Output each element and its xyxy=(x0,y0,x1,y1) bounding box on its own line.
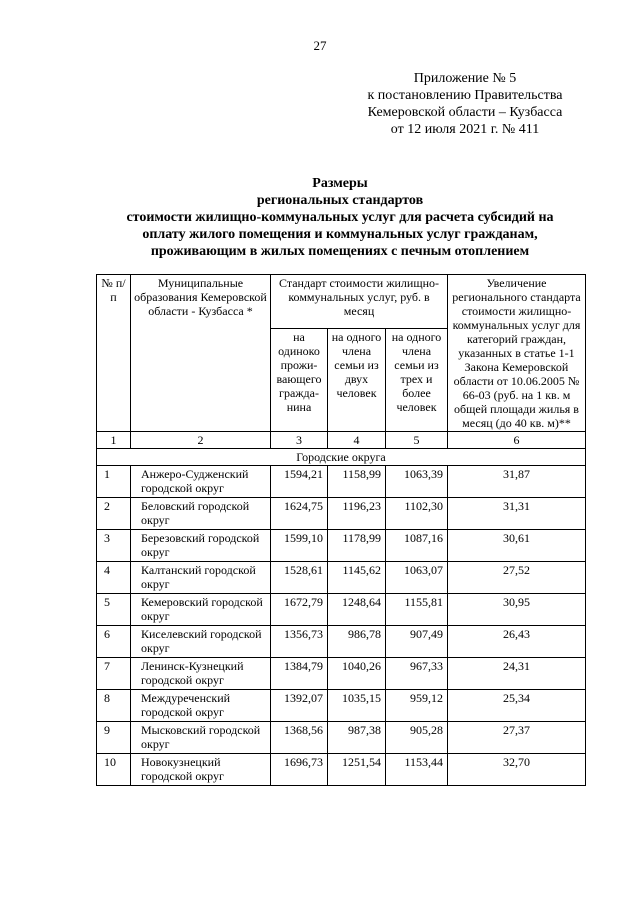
column-number: 5 xyxy=(386,432,448,449)
header-num: № п/п xyxy=(97,275,131,432)
value-increase: 31,87 xyxy=(448,466,586,498)
title-line-4: оплату жилого помещения и коммунальных услуг гражданам, xyxy=(142,227,538,242)
value-increase: 30,61 xyxy=(448,530,586,562)
table-row xyxy=(97,722,586,754)
table-row xyxy=(97,498,586,530)
group-label: Городские округа xyxy=(97,449,586,466)
column-number: 6 xyxy=(448,432,586,449)
value-single: 1599,10 xyxy=(271,530,328,562)
appendix-line-3: Кемеровской области – Кузбасса xyxy=(367,105,563,120)
value-family-three: 1087,16 xyxy=(386,530,448,562)
column-number: 4 xyxy=(328,432,386,449)
title-line-1: Размеры xyxy=(312,176,368,191)
value-family-two: 1248,64 xyxy=(328,594,386,626)
standards-table xyxy=(96,274,586,786)
value-family-two: 1178,99 xyxy=(328,530,386,562)
value-increase: 30,95 xyxy=(448,594,586,626)
municipality-name: Новокузнецкий городской округ xyxy=(131,754,271,786)
header-standard-cost: Стандарт стоимости жилищно-коммунальных услуг, руб. в месяц xyxy=(271,275,448,329)
table-row xyxy=(97,754,586,786)
title-line-2: региональных стандартов xyxy=(256,193,424,208)
value-single: 1368,56 xyxy=(271,722,328,754)
header-family-of-three: на одного члена семьи из трех и более человек xyxy=(386,328,448,431)
value-family-two: 986,78 xyxy=(328,626,386,658)
value-increase: 27,52 xyxy=(448,562,586,594)
value-single: 1672,79 xyxy=(271,594,328,626)
row-number: 3 xyxy=(97,530,131,562)
header-increase: Увеличение регионального стандарта стоимости жилищно-коммунальных услуг для категорий граждан, указанных в статье 1-1 Закона Кемеровской области от 10.06.2005 № 66-03 (руб. на 1 кв. м общей площади жилья в месяц (до 40 кв. м)** xyxy=(448,275,586,432)
table-row xyxy=(97,466,586,498)
value-single: 1696,73 xyxy=(271,754,328,786)
row-number: 7 xyxy=(97,658,131,690)
value-family-two: 1035,15 xyxy=(328,690,386,722)
municipality-name: Мысковский городской округ xyxy=(131,722,271,754)
municipality-name: Анжеро-Судженский городской округ xyxy=(131,466,271,498)
table-row xyxy=(97,530,586,562)
table-row xyxy=(97,562,586,594)
title-line-5: проживающим в жилых помещениях с печным отоплением xyxy=(150,244,530,259)
value-increase: 32,70 xyxy=(448,754,586,786)
column-number: 1 xyxy=(97,432,131,449)
value-family-three: 1155,81 xyxy=(386,594,448,626)
row-number: 2 xyxy=(97,498,131,530)
value-single: 1594,21 xyxy=(271,466,328,498)
table-row xyxy=(97,658,586,690)
value-family-two: 1040,26 xyxy=(328,658,386,690)
value-single: 1392,07 xyxy=(271,690,328,722)
municipality-name: Калтанский городской округ xyxy=(131,562,271,594)
value-family-three: 1063,39 xyxy=(386,466,448,498)
value-family-three: 959,12 xyxy=(386,690,448,722)
municipality-name: Беловский городской округ xyxy=(131,498,271,530)
value-family-three: 905,28 xyxy=(386,722,448,754)
row-number: 10 xyxy=(97,754,131,786)
document-title xyxy=(60,175,620,260)
value-family-two: 987,38 xyxy=(328,722,386,754)
column-number: 3 xyxy=(271,432,328,449)
municipality-name: Березовский городской округ xyxy=(131,530,271,562)
row-number: 1 xyxy=(97,466,131,498)
value-increase: 24,31 xyxy=(448,658,586,690)
row-number: 5 xyxy=(97,594,131,626)
row-number: 8 xyxy=(97,690,131,722)
table-row xyxy=(97,594,586,626)
column-number: 2 xyxy=(131,432,271,449)
value-single: 1384,79 xyxy=(271,658,328,690)
value-family-two: 1158,99 xyxy=(328,466,386,498)
municipality-name: Кемеровский городской округ xyxy=(131,594,271,626)
row-number: 4 xyxy=(97,562,131,594)
header-row xyxy=(97,275,586,329)
value-single: 1528,61 xyxy=(271,562,328,594)
municipality-name: Ленинск-Кузнецкий городской округ xyxy=(131,658,271,690)
value-family-two: 1196,23 xyxy=(328,498,386,530)
value-family-three: 967,33 xyxy=(386,658,448,690)
value-family-two: 1251,54 xyxy=(328,754,386,786)
table-row xyxy=(97,626,586,658)
page-number: 27 xyxy=(313,38,327,53)
header-family-of-two: на одного члена семьи из двух человек xyxy=(328,328,386,431)
value-family-three: 1153,44 xyxy=(386,754,448,786)
header-municipality: Муниципальные образования Кемеровской области - Кузбасса * xyxy=(131,275,271,432)
value-increase: 26,43 xyxy=(448,626,586,658)
municipality-name: Киселевский городской округ xyxy=(131,626,271,658)
group-row xyxy=(97,449,586,466)
value-family-three: 1102,30 xyxy=(386,498,448,530)
appendix-block xyxy=(330,70,600,138)
appendix-line-1: Приложение № 5 xyxy=(413,71,517,86)
value-family-two: 1145,62 xyxy=(328,562,386,594)
value-family-three: 1063,07 xyxy=(386,562,448,594)
appendix-line-2: к постановлению Правительства xyxy=(367,88,563,103)
column-numbers-row xyxy=(97,432,586,449)
municipality-name: Междуреченский городской округ xyxy=(131,690,271,722)
table-row xyxy=(97,690,586,722)
row-number: 9 xyxy=(97,722,131,754)
value-increase: 31,31 xyxy=(448,498,586,530)
appendix-line-4: от 12 июля 2021 г. № 411 xyxy=(390,122,540,137)
value-single: 1624,75 xyxy=(271,498,328,530)
row-number: 6 xyxy=(97,626,131,658)
value-single: 1356,73 xyxy=(271,626,328,658)
title-line-3: стоимости жилищно-коммунальных услуг для расчета субсидий на xyxy=(126,210,554,225)
value-increase: 27,37 xyxy=(448,722,586,754)
value-family-three: 907,49 xyxy=(386,626,448,658)
value-increase: 25,34 xyxy=(448,690,586,722)
header-single-citizen: на одиноко прожи-вающего гражда-нина xyxy=(271,328,328,431)
